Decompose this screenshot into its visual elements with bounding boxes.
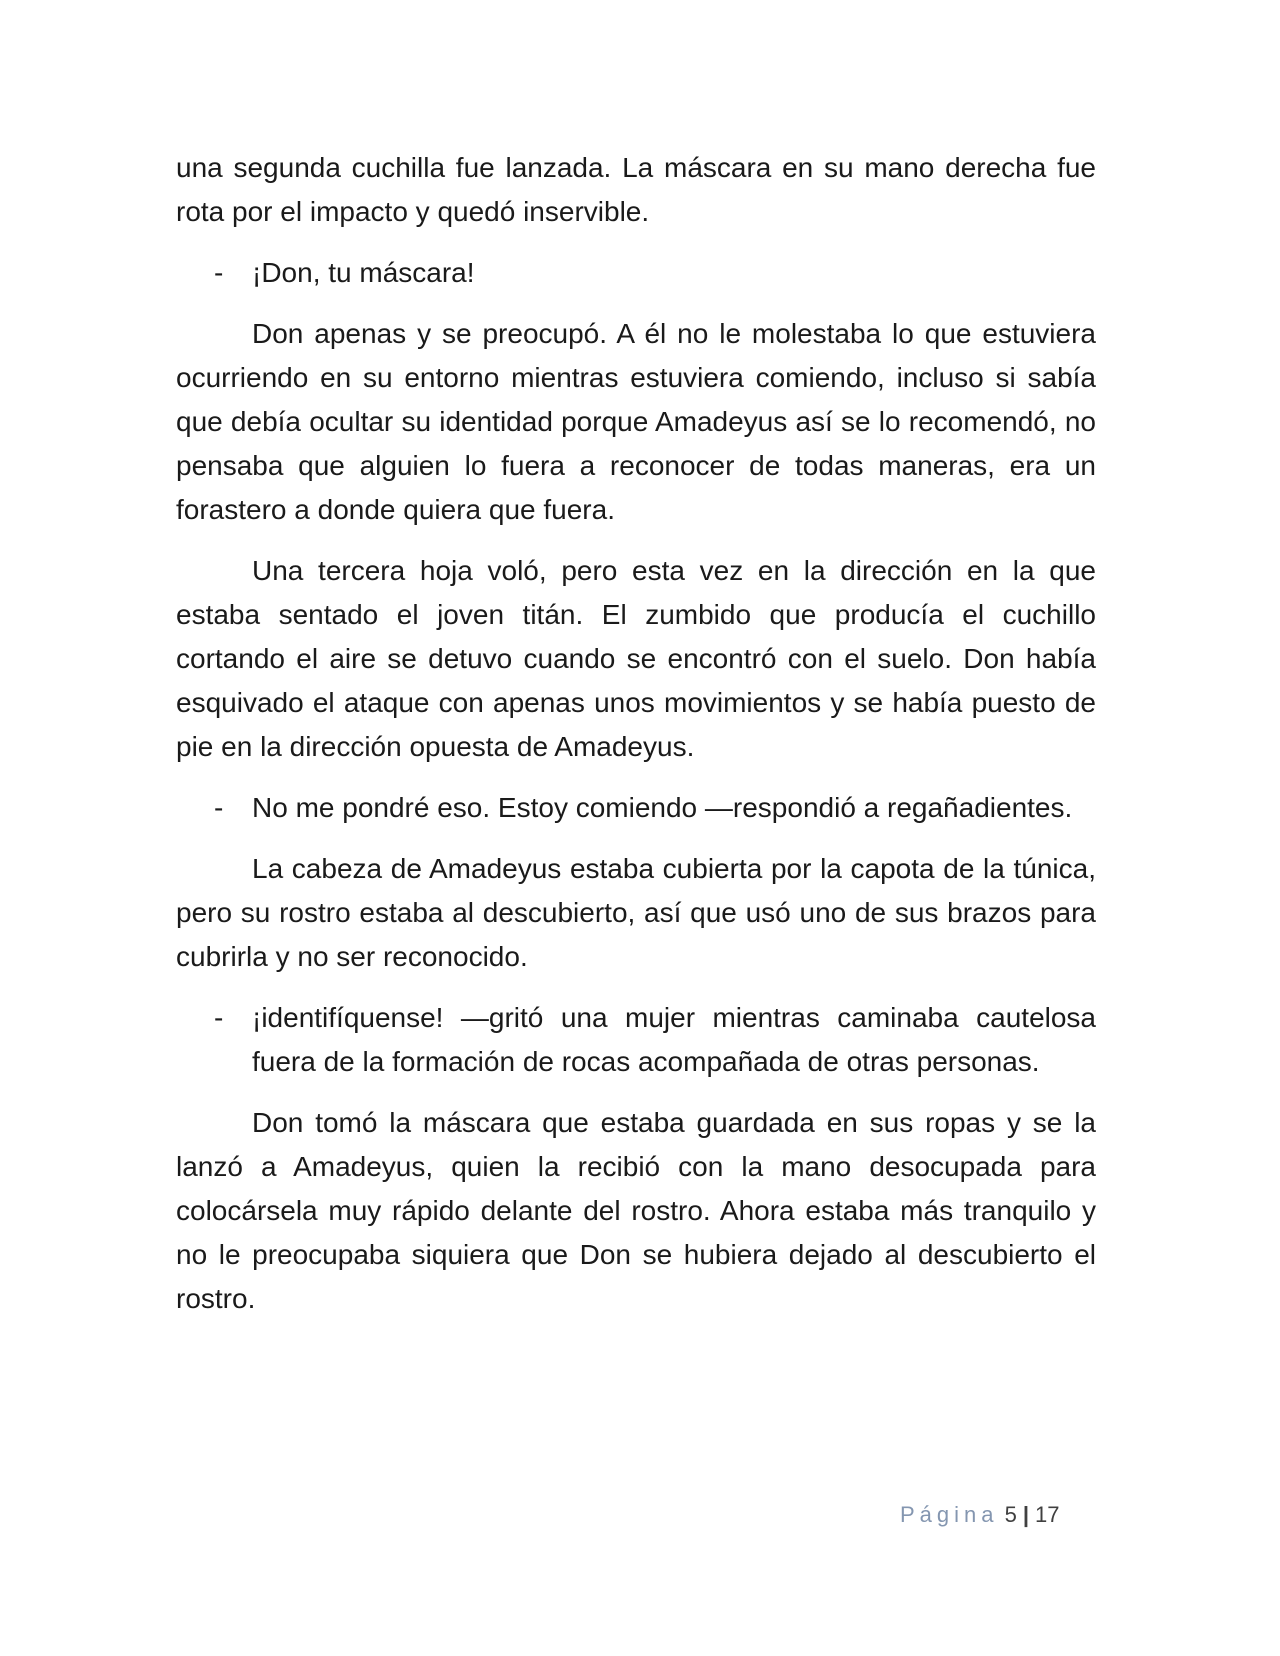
dialogue-line bbox=[176, 786, 1096, 830]
dialogue-dash: - bbox=[214, 792, 224, 823]
total-pages-number: 17 bbox=[1035, 1502, 1060, 1527]
page-separator: | bbox=[1022, 1502, 1030, 1527]
current-page-number: 5 bbox=[1004, 1502, 1017, 1527]
dialogue-line bbox=[176, 996, 1096, 1084]
page-footer bbox=[900, 1500, 1060, 1530]
paragraph: La cabeza de Amadeyus estaba cubierta por la capota de la túnica, pero su rostro estaba al descubierto, así que usó uno de sus brazos para cubrirla y no ser reconocido. bbox=[176, 853, 1096, 972]
body-text bbox=[176, 146, 1096, 1338]
paragraph: Una tercera hoja voló, pero esta vez en la dirección en la que estaba sentado el joven titán. El zumbido que producía el cuchillo cortando el aire se detuvo cuando se encontró con el suelo. Don había esquivado el ataque con apenas unos movimientos y se había puesto de pie en la dirección opuesta de Amadeyus. bbox=[176, 555, 1096, 762]
paragraph: Don tomó la máscara que estaba guardada en sus ropas y se la lanzó a Amadeyus, quien la recibió con la mano desocupada para colocársela muy rápido delante del rostro. Ahora estaba más tranquilo y no le preocupaba siquiera que Don se hubiera dejado al descubierto el rostro. bbox=[176, 1107, 1096, 1314]
dialogue-text: ¡Don, tu máscara! bbox=[252, 257, 475, 288]
dialogue-dash: - bbox=[214, 257, 224, 288]
dialogue-line bbox=[176, 251, 1096, 295]
dialogue-text: No me pondré eso. Estoy comiendo —respondió a regañadientes. bbox=[252, 792, 1073, 823]
dialogue-text: ¡identifíquense! —gritó una mujer mientras caminaba cautelosa fuera de la formación de rocas acompañada de otras personas. bbox=[252, 1002, 1096, 1077]
paragraph-continuation: una segunda cuchilla fue lanzada. La máscara en su mano derecha fue rota por el impacto y quedó inservible. bbox=[176, 152, 1096, 227]
page-label: Página bbox=[900, 1502, 999, 1527]
paragraph: Don apenas y se preocupó. A él no le molestaba lo que estuviera ocurriendo en su entorno mientras estuviera comiendo, incluso si sabía que debía ocultar su identidad porque Amadeyus así se lo recomendó, no pensaba que alguien lo fuera a reconocer de todas maneras, era un forastero a donde quiera que fuera. bbox=[176, 318, 1096, 525]
dialogue-dash: - bbox=[214, 1002, 224, 1033]
